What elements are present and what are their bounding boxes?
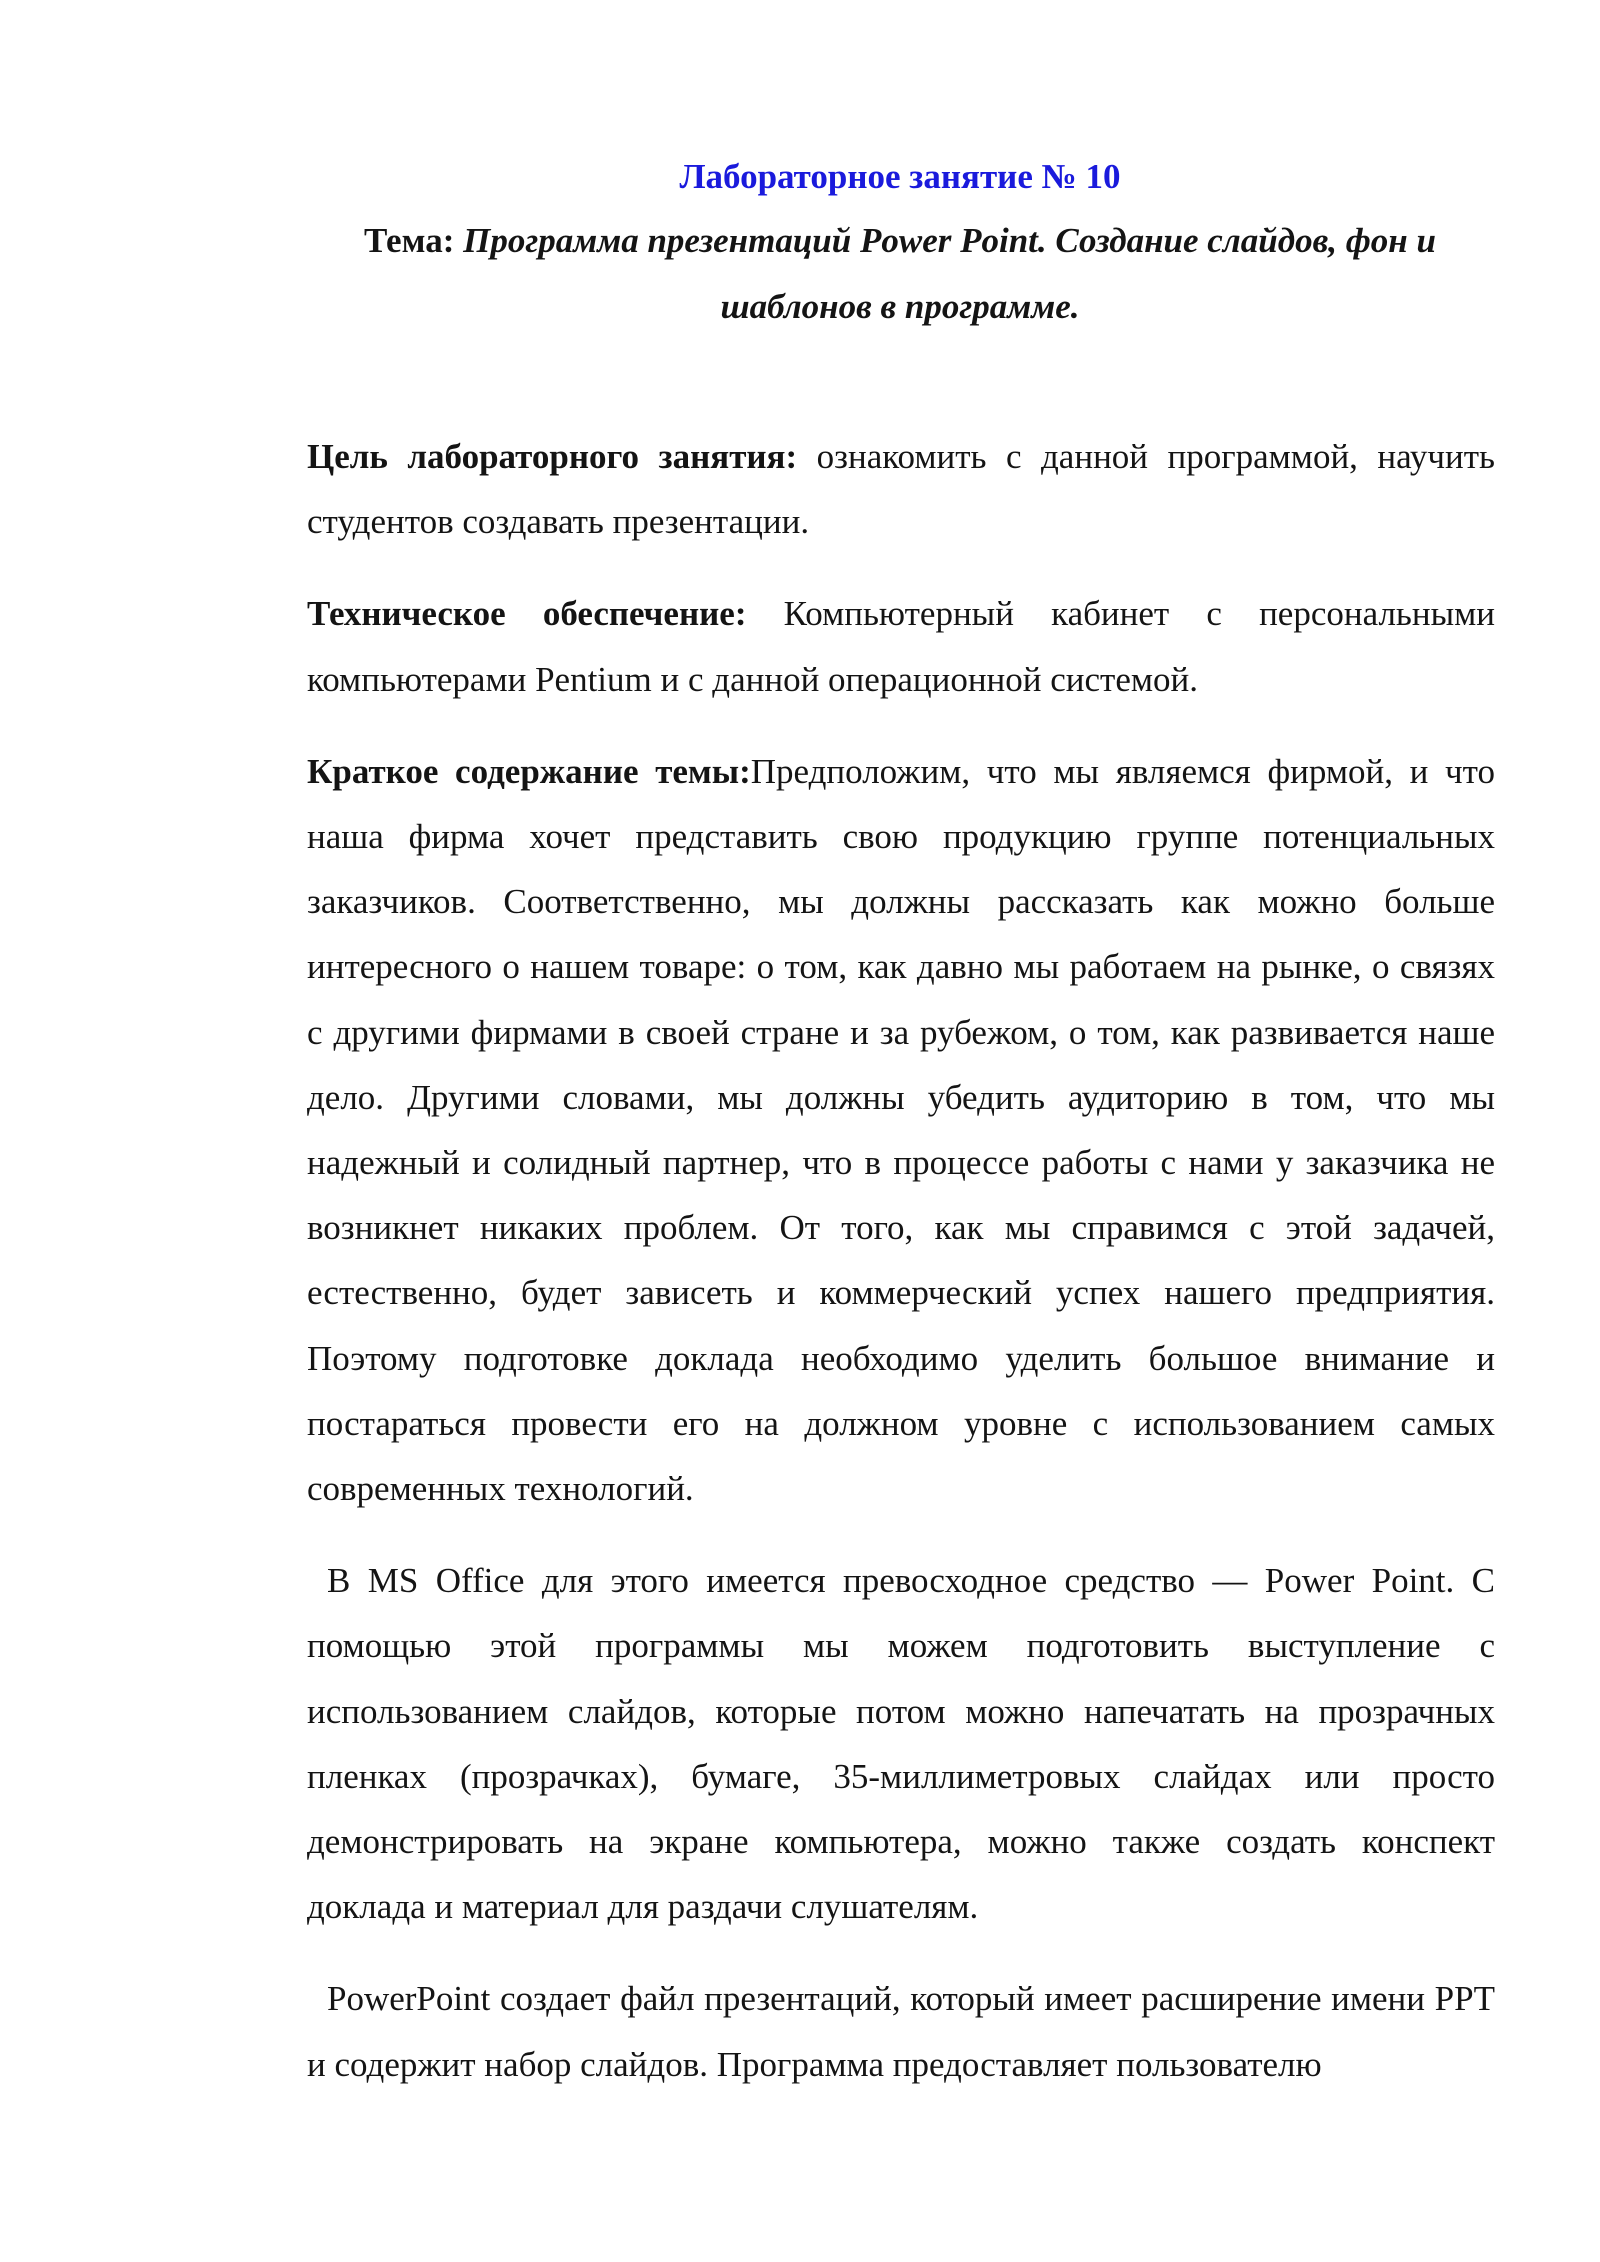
summary-text: Предположим, что мы являемся фирмой, и что наша фирма хочет представить свою продукцию группе потенциальных заказчиков. Соответственно, мы должны рассказать как можно больше интересного о нашем товаре: о том, как давно мы работаем на рынке, о связях с другими фирмами в своей стране и за рубежом, о том, как развивается наше дело. Другими словами, мы должны убедить аудиторию в том, что мы надежный и солидный партнер, что в процессе работы с нами у заказчика не возникнет никаких проблем. От того, как мы справимся с этой задачей, естественно, будет зависеть и коммерческий успех нашего предприятия. Поэтому подготовке доклада необходимо уделить большое внимание и постараться провести его на должном уровне с использованием самых современных технологий.	[307, 751, 1495, 1509]
equipment-label: Техническое обеспечение:	[307, 594, 747, 634]
lab-title: Лабораторное занятие № 10	[679, 157, 1121, 196]
topic-text: Программа презентаций Power Point. Создание слайдов, фон и шаблонов в программе.	[463, 221, 1436, 326]
summary-label: Краткое содержание темы:	[307, 751, 751, 791]
topic-line	[300, 208, 1500, 340]
ms-office-paragraph: В MS Office для этого имеется превосходное средство — Power Point. С помощью этой программы мы можем подготовить выступление с использованием слайдов, которые потом можно напечатать на прозрачных пленках (прозрачках), бумаге, 35-миллиметровых слайдах или просто демонстрировать на экране компьютера, можно также создать конспект доклада и материал для раздачи слушателям.	[307, 1561, 1495, 1927]
equipment-text: Компьютерный кабинет с персональными компьютерами Pentium и с данной операционной системой.	[307, 594, 1495, 699]
powerpoint-paragraph: PowerPoint создает файл презентаций, который имеет расширение имени PPT и содержит набор слайдов. Программа предоставляет пользователю	[307, 1979, 1495, 2084]
document-body	[307, 424, 1495, 2124]
topic-label: Тема:	[364, 221, 455, 260]
goal-paragraph	[307, 424, 1495, 554]
equipment-paragraph	[307, 581, 1495, 711]
document-header	[300, 146, 1500, 340]
goal-label: Цель лабораторного занятия:	[307, 437, 798, 476]
goal-text: ознакомить с данной программой, научить студентов создавать презентации.	[307, 437, 1496, 542]
summary-paragraph	[307, 739, 1495, 1521]
